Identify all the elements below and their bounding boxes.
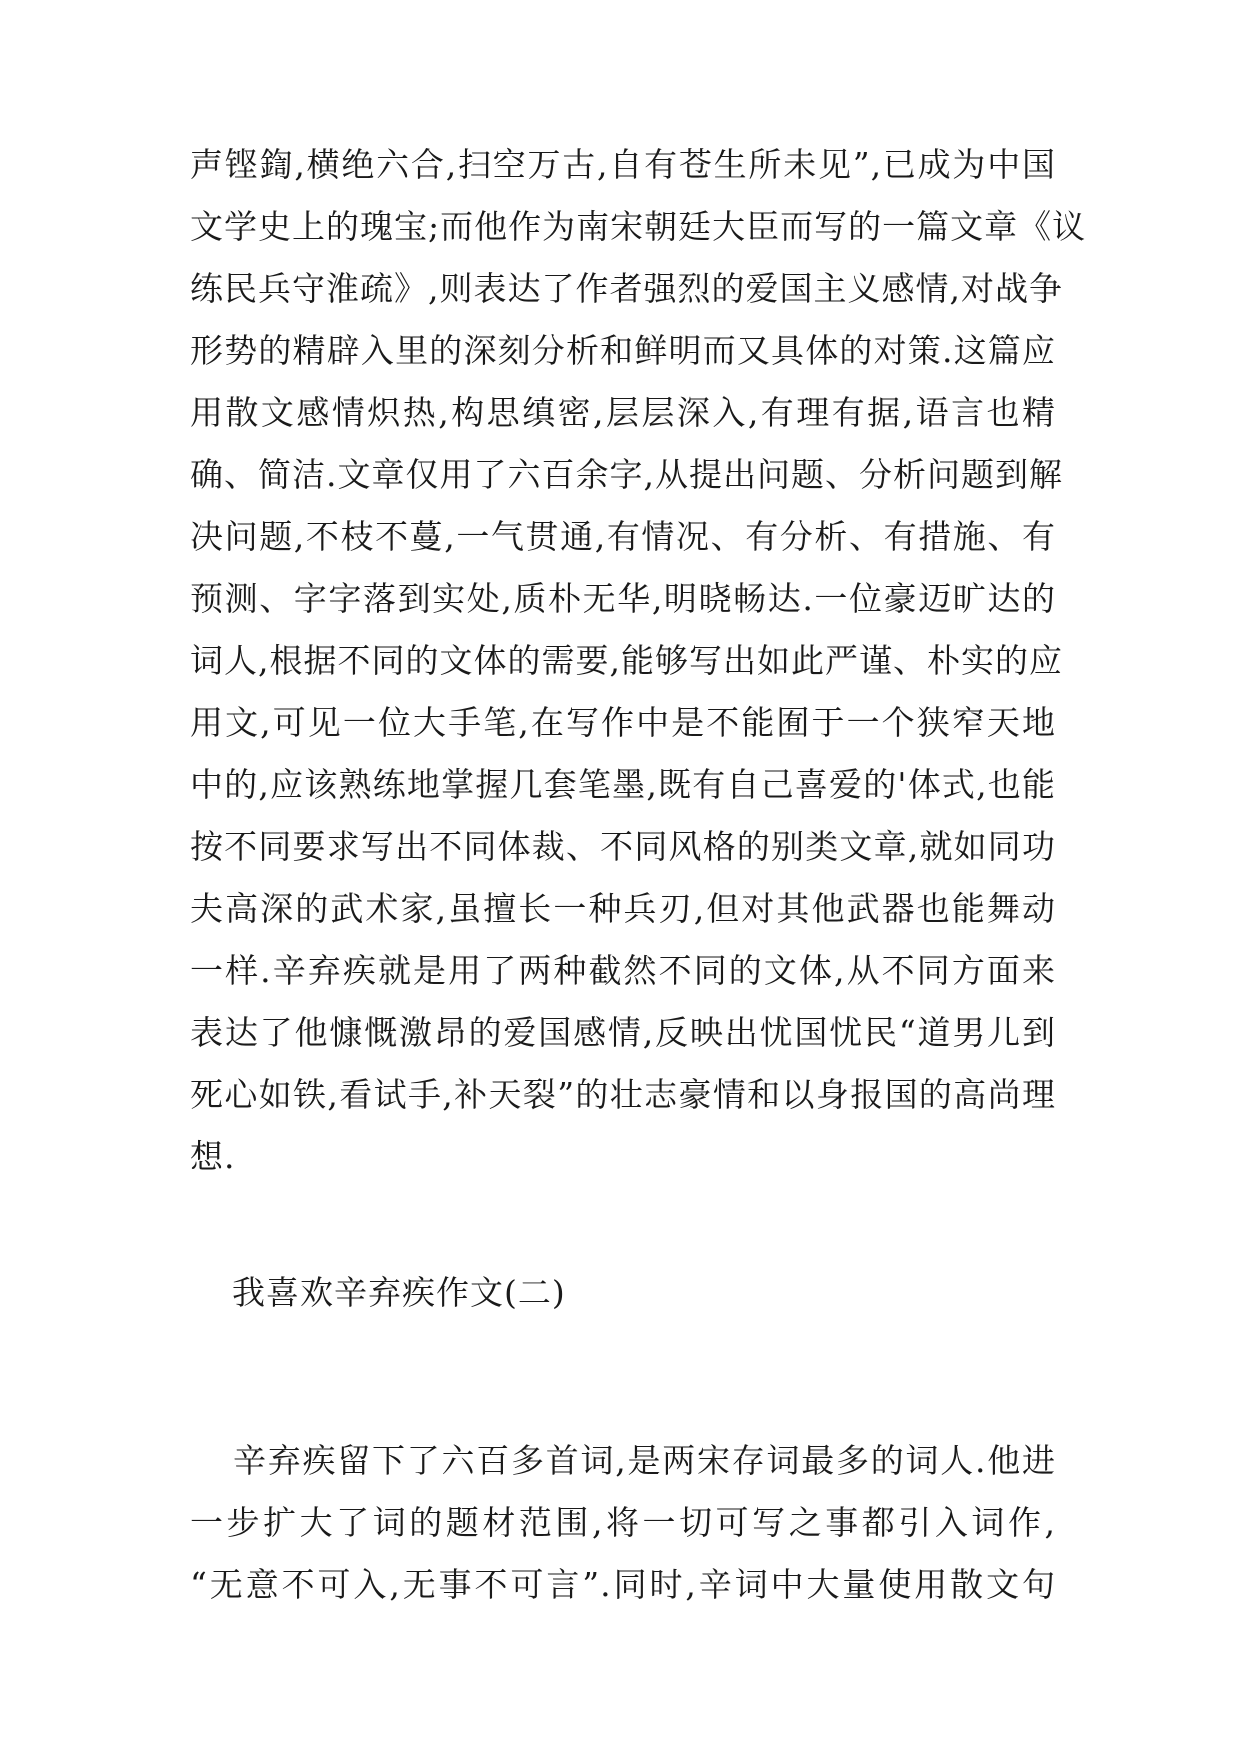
paragraph-1 (190, 134, 1087, 1188)
paragraph-2-line: 一步扩大了词的题材范围,将一切可写之事都引入词作, (190, 1503, 1056, 1542)
paragraph-1-line: 表达了他慷慨激昂的爱国感情,反映出忧国忧民“道男儿到 (190, 1013, 1056, 1052)
paragraph-1-line: 夫高深的武术家,虽擅长一种兵刃,但对其他武器也能舞动 (190, 889, 1056, 928)
paragraph-1-line: 声铿鍧,横绝六合,扫空万古,自有苍生所未见”,已成为中国 (190, 145, 1056, 184)
paragraph-1-line: 用散文感情炽热,构思缜密,层层深入,有理有据,语言也精 (190, 393, 1056, 432)
paragraph-1-line: 确、简洁.文章仅用了六百余字,从提出问题、分析问题到解 (190, 455, 1063, 494)
paragraph-1-line: 一样.辛弃疾就是用了两种截然不同的文体,从不同方面来 (190, 951, 1056, 990)
paragraph-1-line: 中的,应该熟练地掌握几套笔墨,既有自己喜爱的'体式,也能 (190, 765, 1056, 804)
paragraph-1-line: 决问题,不枝不蔓,一气贯通,有情况、有分析、有措施、有 (190, 517, 1056, 556)
paragraph-1-line: 词人,根据不同的文体的需要,能够写出如此严谨、朴实的应 (190, 641, 1063, 680)
section-heading: 我喜欢辛弃疾作文(二) (232, 1273, 566, 1312)
paragraph-2-line: “无意不可入,无事不可言”.同时,辛词中大量使用散文句 (190, 1565, 1056, 1604)
paragraph-1-line: 练民兵守淮疏》,则表达了作者强烈的爱国主义感情,对战争 (190, 269, 1063, 308)
paragraph-1-line: 形势的精辟入里的深刻分析和鲜明而又具体的对策.这篇应 (190, 331, 1056, 370)
paragraph-1-line: 文学史上的瑰宝;而他作为南宋朝廷大臣而写的一篇文章《议 (190, 207, 1087, 246)
paragraph-1-line: 想. (190, 1137, 236, 1176)
paragraph-1-line: 预测、字字落到实处,质朴无华,明晓畅达.一位豪迈旷达的 (190, 579, 1056, 618)
paragraph-1-line: 按不同要求写出不同体裁、不同风格的别类文章,就如同功 (190, 827, 1056, 866)
paragraph-1-line: 用文,可见一位大手笔,在写作中是不能囿于一个狭窄天地 (190, 703, 1056, 742)
paragraph-2-line: 辛弃疾留下了六百多首词,是两宋存词最多的词人.他进 (233, 1441, 1056, 1480)
paragraph-1-line: 死心如铁,看试手,补天裂”的壮志豪情和以身报国的高尚理 (190, 1075, 1056, 1114)
paragraph-2 (190, 1430, 1056, 1616)
